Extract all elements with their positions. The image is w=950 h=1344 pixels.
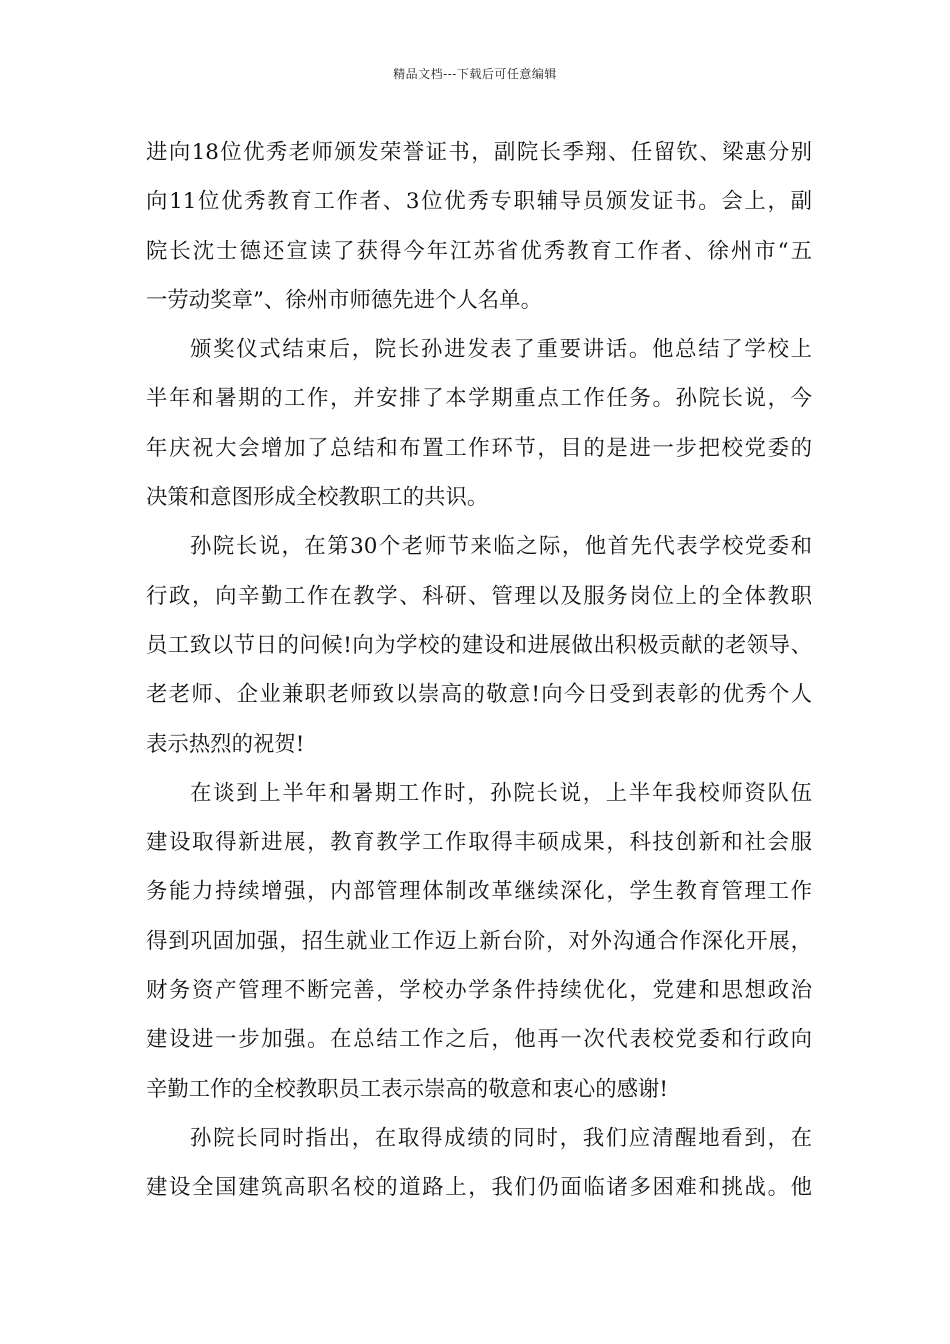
paragraph [146,325,812,522]
text-line: 年庆祝大会增加了总结和布置工作环节，目的是进一步把校党委的 [146,435,812,461]
text-line: 一劳动奖章”、徐州市师德先进个人名单。 [146,287,542,313]
text-line: 辛勤工作的全校教职员工表示崇高的敬意和衷心的感谢! [146,1076,668,1102]
page-header: 精品文档---下载后可任意编辑 [393,67,557,81]
text-line: 行政，向辛勤工作在教学、科研、管理以及服务岗位上的全体教职 [146,583,812,609]
text-line: 颁奖仪式结束后，院长孙进发表了重要讲话。他总结了学校上 [190,337,812,363]
text-line: 决策和意图形成全校教职工的共识。 [146,485,489,511]
text-line: 财务资产管理不断完善，学校办学条件持续优化，党建和思想政治 [146,978,812,1004]
text-line: 得到巩固加强，招生就业工作迈上新台阶，对外沟通合作深化开展， [146,928,812,954]
text-line: 建设进一步加强。在总结工作之后，他再一次代表校党委和行政向 [146,1027,812,1053]
text-line: 建设取得新进展，教育教学工作取得丰硕成果，科技创新和社会服 [146,830,812,856]
text-line: 务能力持续增强，内部管理体制改革继续深化，学生教育管理工作 [146,879,812,905]
text-line: 半年和暑期的工作，并安排了本学期重点工作任务。孙院长说，今 [146,386,812,412]
body-text [146,128,812,1213]
text-line: 孙院长说，在第30个老师节来临之际，他首先代表学校党委和 [190,534,812,560]
paragraph [146,1114,812,1213]
text-line: 表示热烈的祝贺! [146,731,305,757]
paragraph [146,128,812,325]
paragraph [146,522,812,768]
paragraph [146,769,812,1114]
text-line: 在谈到上半年和暑期工作时，孙院长说，上半年我校师资队伍 [190,780,812,806]
text-line: 建设全国建筑高职名校的道路上，我们仍面临诸多困难和挑战。他 [146,1175,812,1201]
text-line: 孙院长同时指出，在取得成绩的同时，我们应清醒地看到，在 [190,1125,812,1151]
text-line: 进向18位优秀老师颁发荣誉证书，副院长季翔、任留钦、梁惠分别 [146,140,812,165]
text-line: 向11位优秀教育工作者、3位优秀专职辅导员颁发证书。会上，副 [146,189,812,215]
text-line: 老老师、企业兼职老师致以崇高的敬意!向今日受到表彰的优秀个人 [146,682,812,708]
text-line: 员工致以节日的问候!向为学校的建设和进展做出积极贡献的老领导、 [146,632,812,658]
text-line: 院长沈士德还宣读了获得今年江苏省优秀教育工作者、徐州市“五 [146,238,812,264]
